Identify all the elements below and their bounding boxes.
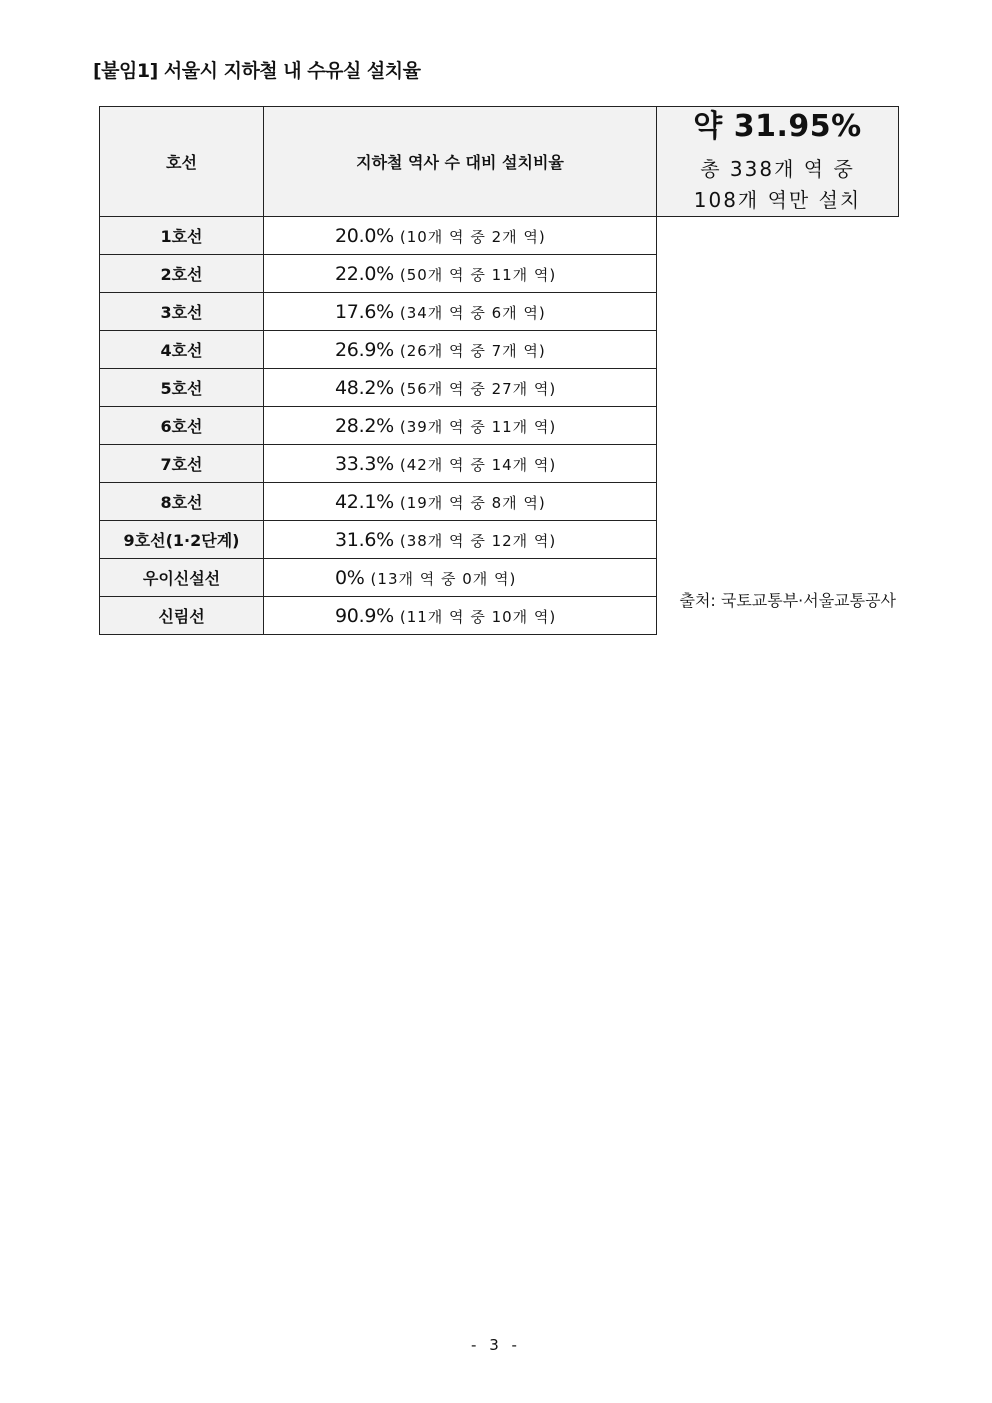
- table-row: [100, 483, 899, 521]
- rate-cell: [264, 407, 657, 445]
- rate-detail: (19개 역 중 8개 역): [399, 493, 546, 512]
- source-note: 출처: 국토교통부·서울교통공사: [679, 591, 896, 610]
- rate-detail: (13개 역 중 0개 역): [370, 569, 517, 588]
- rate-cell: [264, 293, 657, 331]
- rate-detail: (11개 역 중 10개 역): [399, 607, 557, 626]
- header-ratio: 지하철 역사 수 대비 설치비율: [264, 107, 657, 217]
- rate-value: 42.1%: [335, 490, 394, 513]
- rate-cell: [264, 559, 657, 597]
- installation-rate-table: [99, 106, 899, 635]
- table-row: [100, 369, 899, 407]
- summary-cell: [657, 107, 899, 217]
- rate-detail: (26개 역 중 7개 역): [399, 341, 546, 360]
- rate-cell: [264, 483, 657, 521]
- rate-cell: [264, 521, 657, 559]
- rate-value: 33.3%: [335, 452, 394, 475]
- table-row: [100, 293, 899, 331]
- line-name: 6호선: [100, 407, 264, 445]
- rate-cell: [264, 217, 657, 255]
- table-row: [100, 255, 899, 293]
- rate-value: 17.6%: [335, 300, 394, 323]
- summary-installed: 108개 역만 설치: [693, 188, 862, 212]
- table-row: [100, 217, 899, 255]
- rate-value: 22.0%: [335, 262, 394, 285]
- rate-detail: (34개 역 중 6개 역): [399, 303, 546, 322]
- rate-value: 90.9%: [335, 604, 394, 627]
- line-name: 우이신설선: [100, 559, 264, 597]
- rate-value: 26.9%: [335, 338, 394, 361]
- line-name: 9호선(1·2단계): [100, 521, 264, 559]
- rate-cell: [264, 369, 657, 407]
- rate-cell: [264, 445, 657, 483]
- rate-cell: [264, 255, 657, 293]
- table-row: [100, 521, 899, 559]
- header-line: 호선: [100, 107, 264, 217]
- rate-detail: (39개 역 중 11개 역): [399, 417, 557, 436]
- rate-cell: [264, 597, 657, 635]
- rate-cell: [264, 331, 657, 369]
- rate-detail: (56개 역 중 27개 역): [399, 379, 557, 398]
- rate-detail: (42개 역 중 14개 역): [399, 455, 557, 474]
- line-name: 3호선: [100, 293, 264, 331]
- summary-total: 총 338개 역 중: [700, 157, 855, 181]
- page-number: - 3 -: [471, 1336, 521, 1354]
- line-name: 1호선: [100, 217, 264, 255]
- rate-value: 20.0%: [335, 224, 394, 247]
- line-name: 신림선: [100, 597, 264, 635]
- summary-rate: 약 31.95%: [693, 109, 862, 144]
- table-row: [100, 407, 899, 445]
- rate-value: 48.2%: [335, 376, 394, 399]
- line-name: 7호선: [100, 445, 264, 483]
- rate-detail: (10개 역 중 2개 역): [399, 227, 546, 246]
- rate-detail: (38개 역 중 12개 역): [399, 531, 557, 550]
- line-name: 4호선: [100, 331, 264, 369]
- line-name: 2호선: [100, 255, 264, 293]
- line-name: 8호선: [100, 483, 264, 521]
- table-row: [100, 331, 899, 369]
- rate-detail: (50개 역 중 11개 역): [399, 265, 557, 284]
- rate-value: 31.6%: [335, 528, 394, 551]
- document-title: [붙임1] 서울시 지하철 내 수유실 설치율: [93, 60, 421, 82]
- rate-value: 0%: [335, 566, 365, 589]
- line-name: 5호선: [100, 369, 264, 407]
- rate-value: 28.2%: [335, 414, 394, 437]
- table-row: [100, 445, 899, 483]
- table-header-row: [100, 107, 899, 217]
